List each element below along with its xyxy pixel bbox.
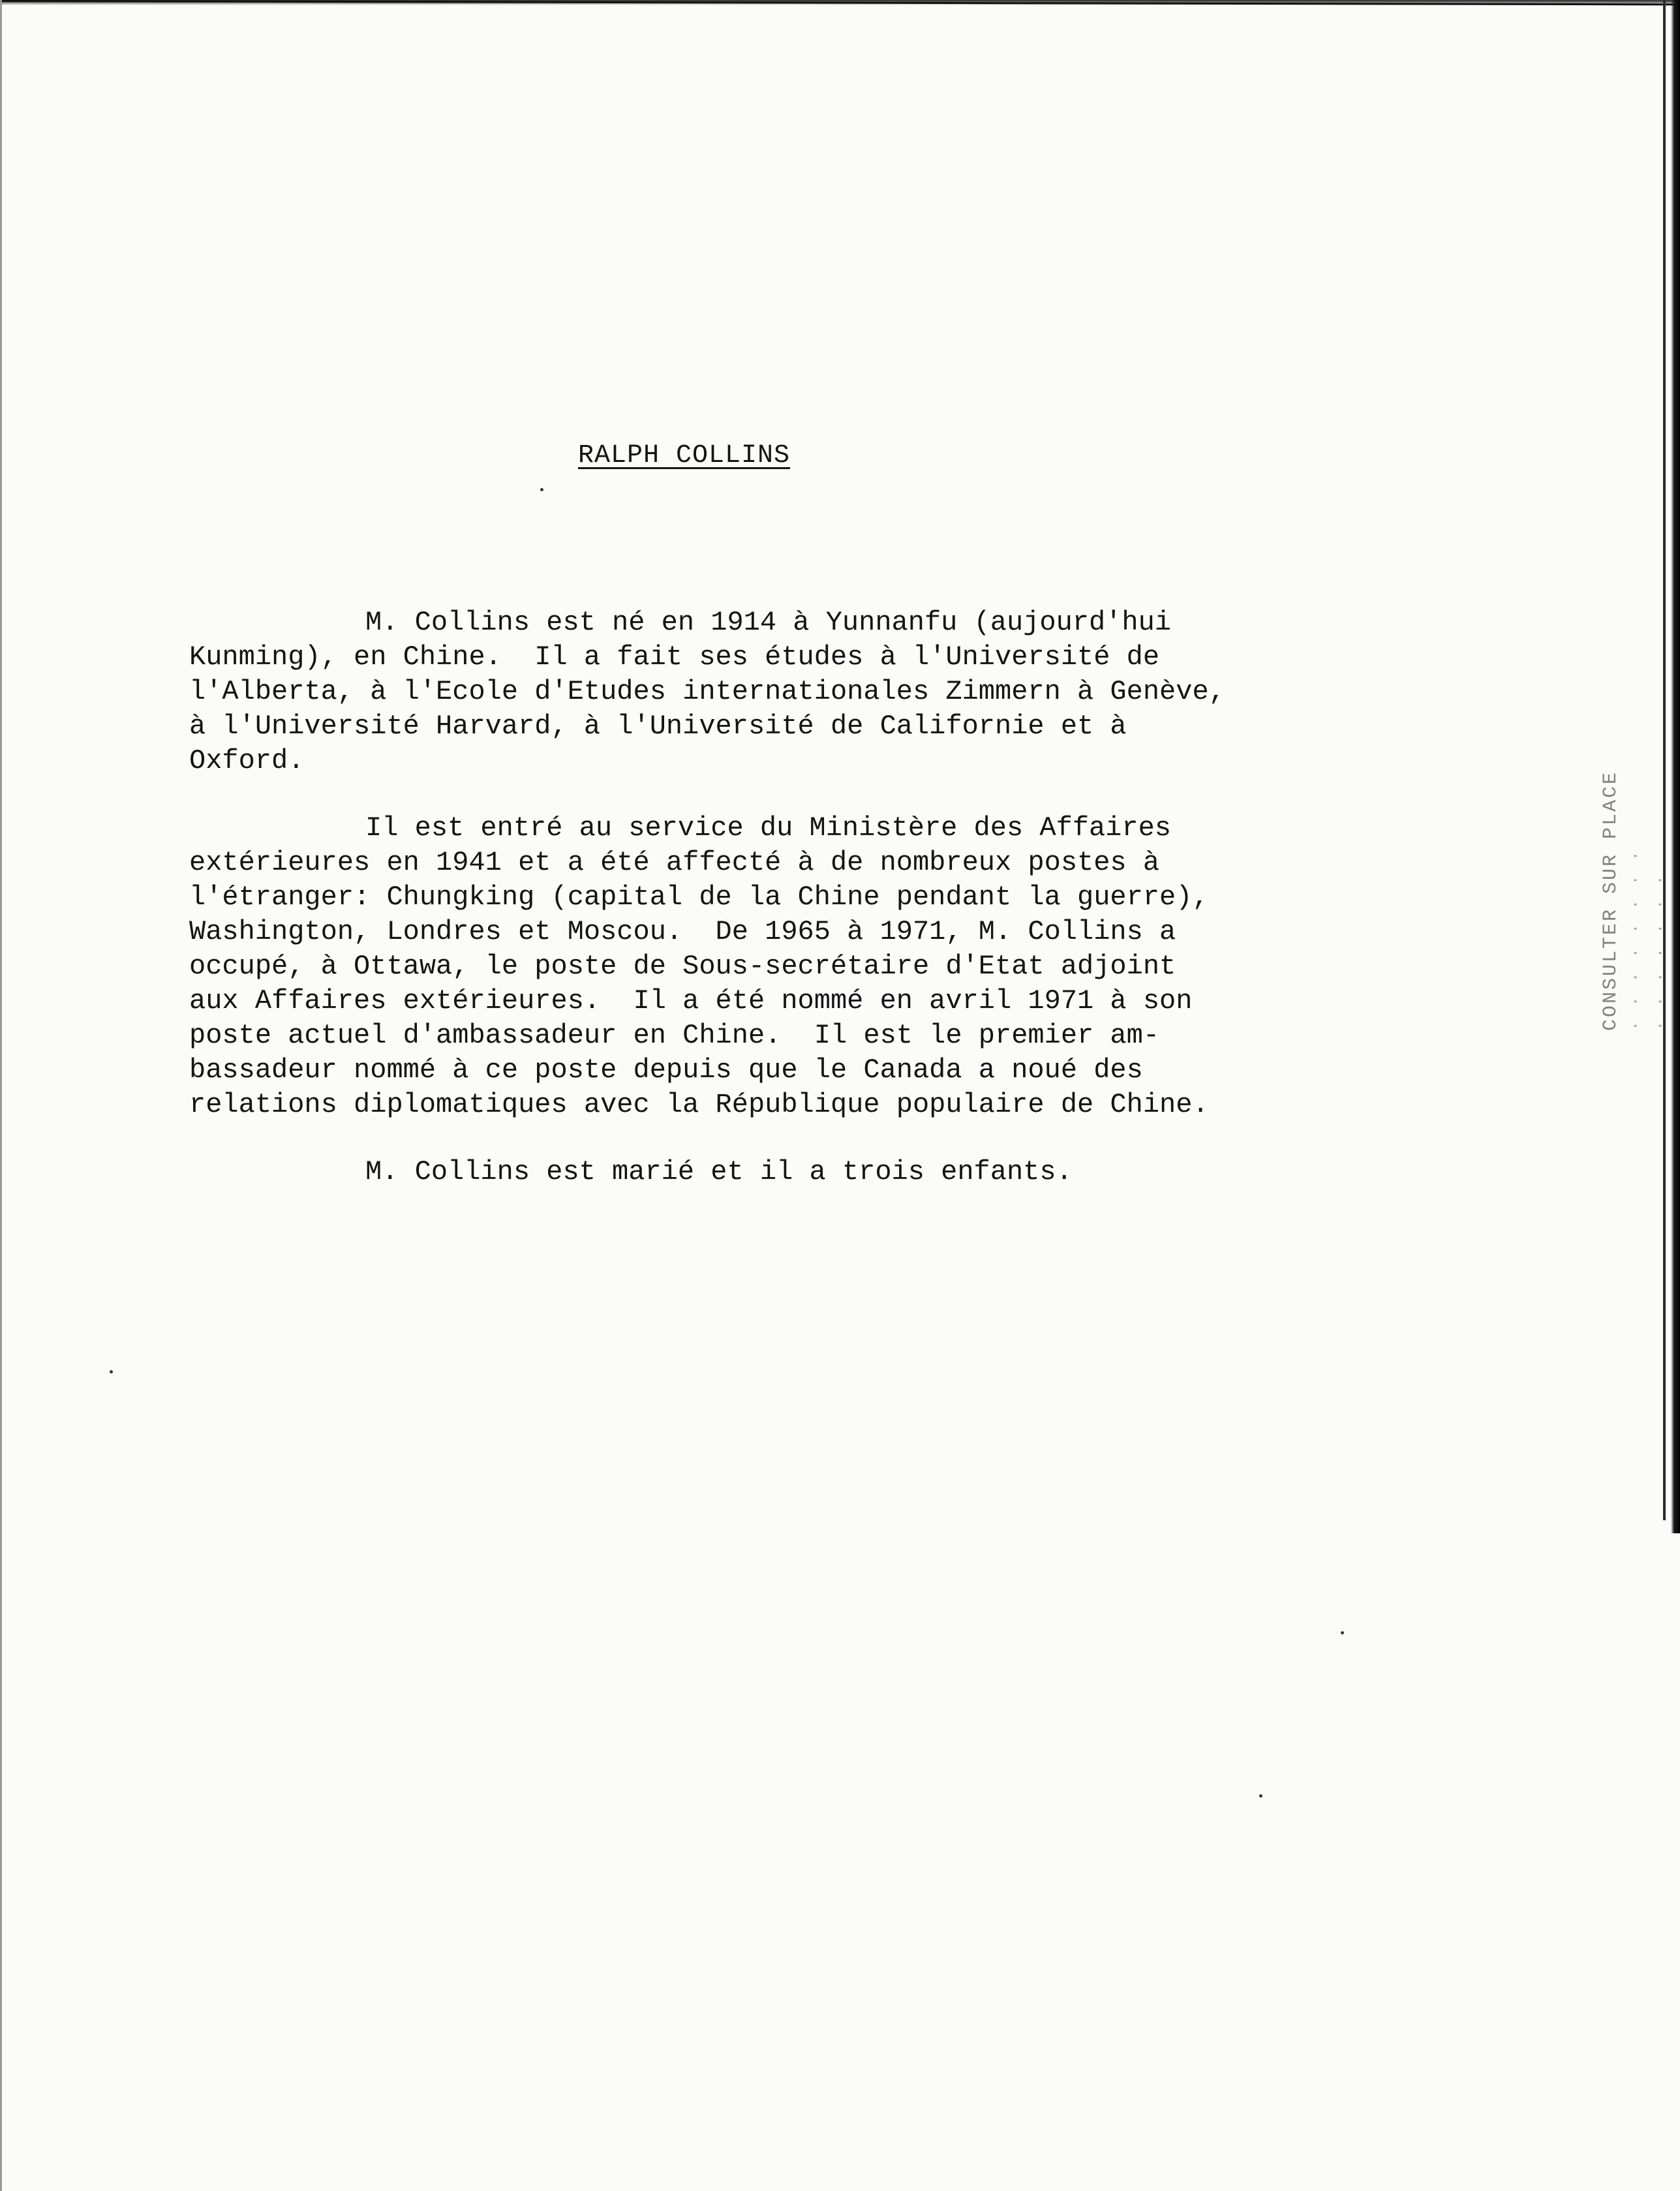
- paragraph-family: [189, 1155, 1246, 1189]
- text-line: l'étranger: Chungking (capital de la Chine pendant la guerre),: [189, 881, 1209, 913]
- document-title: RALPH COLLINS: [578, 441, 791, 470]
- text-line: Washington, Londres et Moscou. De 1965 à 1971, M. Collins a: [189, 916, 1176, 947]
- scan-speck: [1341, 1631, 1344, 1634]
- document-body: [189, 605, 1246, 1189]
- scan-speck: [110, 1370, 113, 1373]
- text-line: M. Collins est né en 1914 à Yunnanfu (aujourd'hui: [365, 607, 1172, 638]
- text-line: bassadeur nommé à ce poste depuis que le Canada a noué des: [189, 1054, 1143, 1086]
- text-line: M. Collins est marié et il a trois enfants.: [365, 1156, 1073, 1187]
- text-line: à l'Université Harvard, à l'Université de Californie et à: [189, 711, 1127, 742]
- text-line: Il est entré au service du Ministère des Affaires: [365, 812, 1172, 844]
- text-line: Oxford.: [189, 745, 305, 776]
- paragraph-birth-education: [189, 605, 1246, 778]
- stamp-text: · · · · · · · ·: [1626, 848, 1645, 1031]
- paragraph-spacer: [189, 1122, 1246, 1155]
- scan-speck: [1259, 1794, 1262, 1798]
- margin-archive-stamp: [1598, 731, 1673, 1031]
- text-line: aux Affaires extérieures. Il a été nommé en avril 1971 à son: [189, 985, 1193, 1017]
- scan-left-edge: [0, 0, 2, 2191]
- paragraph-career: [189, 811, 1246, 1122]
- text-line: occupé, à Ottawa, le poste de Sous-secrétaire d'Etat adjoint: [189, 951, 1176, 982]
- text-line: extérieures en 1941 et a été affecté à de nombreux postes à: [189, 847, 1160, 878]
- text-line: l'Alberta, à l'Ecole d'Etudes internationales Zimmern à Genève,: [189, 676, 1225, 707]
- scan-speck: [540, 488, 543, 491]
- text-line: Kunming), en Chine. Il a fait ses études à l'Université de: [189, 641, 1160, 673]
- stamp-text: CONSULTER SUR PLACE: [1600, 770, 1622, 1031]
- paragraph-spacer: [189, 778, 1246, 811]
- text-line: relations diplomatiques avec la République populaire de Chine.: [189, 1089, 1209, 1120]
- text-line: poste actuel d'ambassadeur en Chine. Il est le premier am-: [189, 1020, 1160, 1051]
- stamp-text: · · · · · · ·: [1651, 873, 1670, 1031]
